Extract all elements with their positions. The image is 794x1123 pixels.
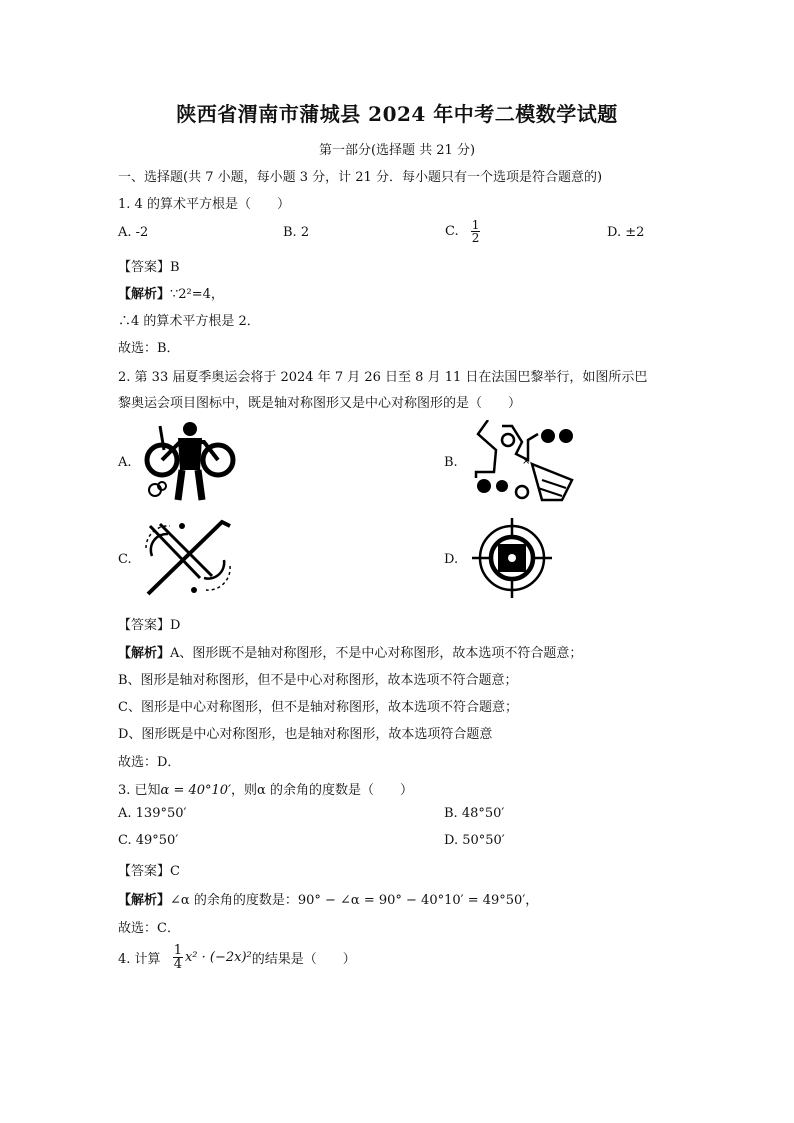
q2-label-c: C. <box>118 552 132 567</box>
q2-stem-2: 黎奥运会项目图标中，既是轴对称图形又是中心对称图形的是（ ） <box>118 396 522 411</box>
section-heading: 一、选择题(共 7 小题，每小题 3 分，计 21 分．每小题只有一个选项是符合题意的) <box>118 170 603 185</box>
section-subtitle: 第一部分(选择题 共 21 分) <box>318 143 476 158</box>
q1-option-c-label: C. <box>445 224 459 239</box>
q1-conclusion: 故选：B． <box>118 341 180 356</box>
page-title: 陕西省渭南市蒲城县 2024 年中考二模数学试题 <box>176 102 618 126</box>
football-pictogram-icon <box>472 420 576 504</box>
q1-stem: 1. 4 的算术平方根是（ ） <box>118 197 290 212</box>
q4-frac-num: 1 <box>173 943 182 958</box>
q1-option-a: A. -2 <box>118 225 149 240</box>
q2-analysis-a-row <box>118 642 582 661</box>
q3-option-d: D. 50°50′ <box>444 833 505 848</box>
q3-answer: 【答案】C <box>118 864 180 879</box>
q2-label-a: A. <box>118 455 132 470</box>
q1-option-b: B. 2 <box>283 225 310 240</box>
q1-analysis <box>118 283 224 302</box>
q2-answer: 【答案】D <box>118 618 181 633</box>
q3-stem-pre: 3. 已知 <box>118 783 161 798</box>
q1-analysis-2: ∴4 的算术平方根是 2． <box>118 314 260 329</box>
cycling-pictogram-icon <box>140 420 240 504</box>
q3-conclusion: 故选：C． <box>118 921 180 936</box>
q4-stem-post: 的结果是（ ） <box>251 952 356 967</box>
q2-analysis-c: C、图形是中心对称图形，但不是轴对称图形，故本选项不符合题意； <box>118 700 518 715</box>
q3-stem-math: α = 40°10′ <box>160 783 232 798</box>
q2-label-d: D. <box>444 552 459 567</box>
q1-analysis-1: ∵2²=4， <box>170 287 224 302</box>
q4-stem-pre: 4. 计算 <box>118 952 161 967</box>
q2-label-b: B. <box>444 455 458 470</box>
q1-option-c-numerator: 1 <box>471 218 480 232</box>
q4-fraction <box>173 944 183 971</box>
q2-conclusion: 故选：D． <box>118 755 181 770</box>
q3-option-c: C. 49°50′ <box>118 833 179 848</box>
q4-frac-den: 4 <box>173 957 182 972</box>
q1-answer: 【答案】B <box>118 260 180 275</box>
q1-option-c-fraction <box>471 219 481 244</box>
q2-analysis-d: D、图形既是中心对称图形，也是轴对称图形，故本选项符合题意 <box>118 727 493 742</box>
q4-stem <box>118 944 356 971</box>
q3-analysis-label: 【解析】 <box>118 893 171 908</box>
q1-option-d: D. ±2 <box>607 225 645 240</box>
q1-option-c <box>445 219 480 244</box>
q3-analysis-text: ∠α 的余角的度数是：90° − ∠α = 90° − 40°10′ = 49°50′， <box>170 893 539 908</box>
q4-expression: x² · (−2x)² <box>184 950 252 965</box>
q3-option-a: A. 139°50′ <box>118 806 187 821</box>
target-pictogram-icon <box>470 516 554 600</box>
q2-analysis-b: B、图形是轴对称图形，但不是中心对称图形，故本选项不符合题意； <box>118 673 518 688</box>
q2-analysis-a: A、图形既不是轴对称图形，不是中心对称图形，故本选项不符合题意； <box>170 646 583 661</box>
q3-stem <box>118 779 413 798</box>
q2-analysis-label: 【解析】 <box>118 646 171 661</box>
q2-stem-1: 2. 第 33 届夏季奥运会将于 2024 年 7 月 26 日至 8 月 11 日在法国巴黎举行，如图所示巴 <box>118 370 648 385</box>
svg-text:×: × <box>522 456 531 467</box>
q1-option-c-denominator: 2 <box>471 231 480 245</box>
hockey-pictogram-icon <box>140 516 236 600</box>
q1-analysis-label: 【解析】 <box>118 287 171 302</box>
q3-option-b: B. 48°50′ <box>444 806 505 821</box>
q3-stem-post: ，则α 的余角的度数是（ ） <box>231 783 413 798</box>
q3-analysis <box>118 889 538 908</box>
